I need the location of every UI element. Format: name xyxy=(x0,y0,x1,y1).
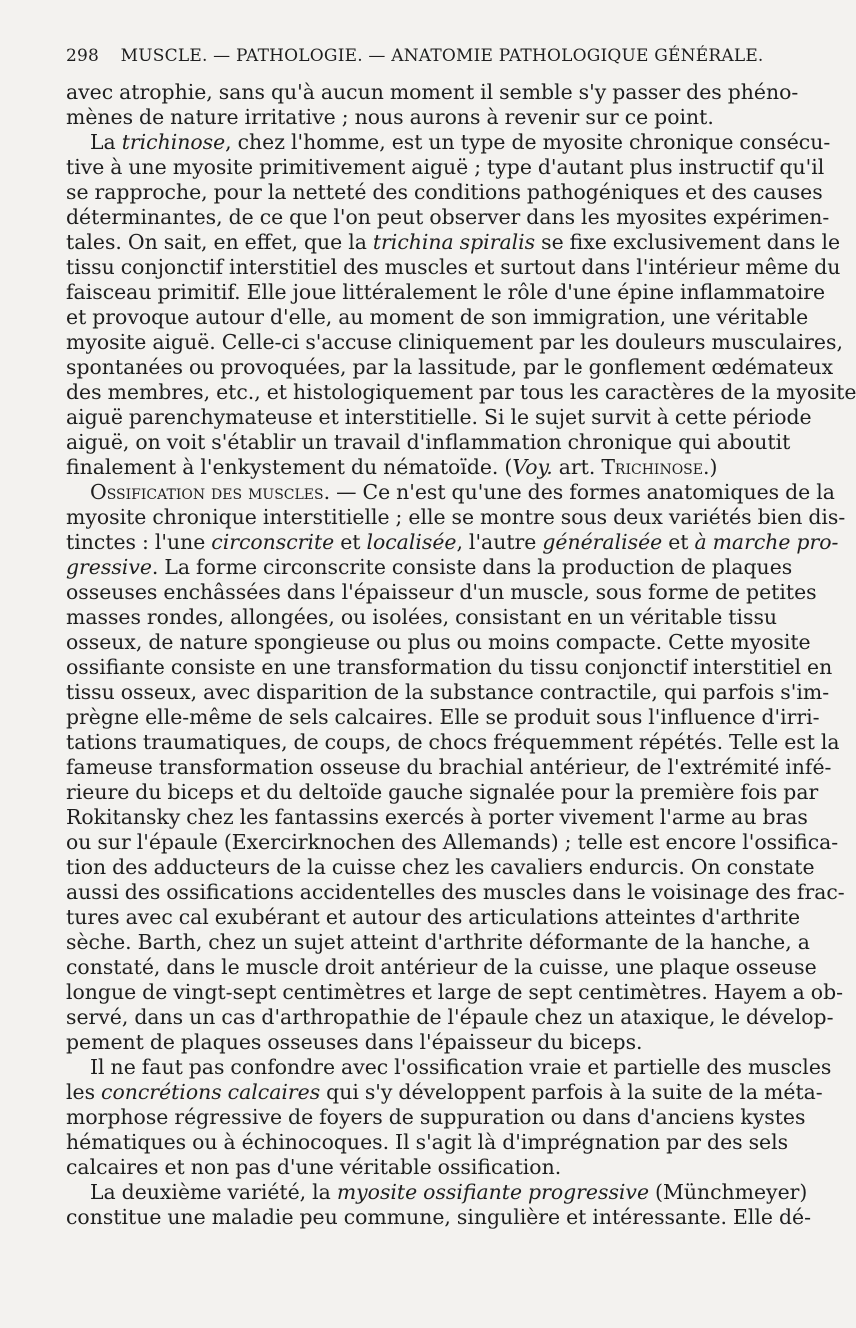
text-line: constitue une maladie peu commune, singulière et intéressante. Elle dé- xyxy=(66,1205,811,1229)
text-line: et provoque autour d'elle, au moment de son immigration, une véritable xyxy=(66,305,809,329)
text-line: servé, dans un cas d'arthropathie de l'épaule chez un ataxique, le dévelop- xyxy=(66,1005,834,1029)
text-line: fameuse transformation osseuse du brachial antérieur, de l'extrémité infé- xyxy=(66,755,832,779)
text-line: les concrétions calcaires qui s'y développent parfois à la suite de la méta- xyxy=(66,1080,823,1104)
text-line: se rapproche, pour la netteté des conditions pathogéniques et des causes xyxy=(66,180,823,204)
text-line: tales. On sait, en effet, que la trichina spiralis se fixe exclusivement dans le xyxy=(66,230,841,254)
text-line: mènes de nature irritative ; nous aurons à revenir sur ce point. xyxy=(66,105,714,129)
text-line: aussi des ossifications accidentelles des muscles dans le voisinage des frac- xyxy=(66,880,845,904)
text-line: pement de plaques osseuses dans l'épaisseur du biceps. xyxy=(66,1030,643,1054)
text-line: osseux, de nature spongieuse ou plus ou moins compacte. Cette myosite xyxy=(66,630,811,654)
text-line: tion des adducteurs de la cuisse chez les cavaliers endurcis. On constate xyxy=(66,855,815,879)
text-line: gressive. La forme circonscrite consiste dans la production de plaques xyxy=(66,555,793,579)
text-line: rieure du biceps et du deltoïde gauche signalée pour la première fois par xyxy=(66,780,819,804)
text-line: spontanées ou provoquées, par la lassitude, par le gonflement œdémateux xyxy=(66,355,834,379)
text-line: tive à une myosite primitivement aiguë ; type d'autant plus instructif qu'il xyxy=(66,155,825,179)
text-line: ou sur l'épaule (Exercirknochen des Allemands) ; telle est encore l'ossifica- xyxy=(66,830,839,854)
text-line: avec atrophie, sans qu'à aucun moment il semble s'y passer des phéno- xyxy=(66,80,799,104)
text-line: osseuses enchâssées dans l'épaisseur d'un muscle, sous forme de petites xyxy=(66,580,817,604)
text-line: finalement à l'enkystement du nématoïde. (Voy. art. Trichinose.) xyxy=(66,455,718,479)
text-line: hématiques ou à échinocoques. Il s'agit là d'imprégnation par des sels xyxy=(66,1130,789,1154)
text-line: prègne elle-même de sels calcaires. Elle se produit sous l'influence d'irri- xyxy=(66,705,820,729)
text-line: Il ne faut pas confondre avec l'ossification vraie et partielle des muscles xyxy=(90,1055,832,1079)
text-line: déterminantes, de ce que l'on peut observer dans les myosites expérimen- xyxy=(66,205,830,229)
text-line: morphose régressive de foyers de suppuration ou dans d'anciens kystes xyxy=(66,1105,806,1129)
page-number: 298 xyxy=(66,46,100,66)
running-title: MUSCLE. — PATHOLOGIE. — ANATOMIE PATHOLOGIQUE GÉNÉRALE. xyxy=(120,46,764,66)
text-line: ossifiante consiste en une transformation du tissu conjonctif interstitiel en xyxy=(66,655,833,679)
running-header xyxy=(66,46,766,66)
text-line: longue de vingt-sept centimètres et large de sept centimètres. Hayem a ob- xyxy=(66,980,844,1004)
text-line: tinctes : l'une circonscrite et localisée, l'autre généralisée et à marche pro- xyxy=(66,530,839,554)
text-line: tissu osseux, avec disparition de la substance contractile, qui parfois s'im- xyxy=(66,680,830,704)
text-line: tissu conjonctif interstitiel des muscles et surtout dans l'intérieur même du xyxy=(66,255,841,279)
text-line: La deuxième variété, la myosite ossifiante progressive (Münchmeyer) xyxy=(90,1180,808,1204)
text-line: La trichinose, chez l'homme, est un type de myosite chronique consécu- xyxy=(90,130,831,154)
text-line: myosite aiguë. Celle-ci s'accuse cliniquement par les douleurs musculaires, xyxy=(66,330,843,354)
text-line: sèche. Barth, chez un sujet atteint d'arthrite déformante de la hanche, a xyxy=(66,930,810,954)
text-line: constaté, dans le muscle droit antérieur de la cuisse, une plaque osseuse xyxy=(66,955,817,979)
section-heading-line: Ossification des muscles. — Ce n'est qu'une des formes anatomiques de la xyxy=(90,480,835,504)
text-line: des membres, etc., et histologiquement par tous les caractères de la myosite xyxy=(66,380,856,404)
text-line: aiguë, on voit s'établir un travail d'inflammation chronique qui aboutit xyxy=(66,430,791,454)
text-line: aiguë parenchymateuse et interstitielle. Si le sujet survit à cette période xyxy=(66,405,812,429)
text-line: faisceau primitif. Elle joue littéralement le rôle d'une épine inflammatoire xyxy=(66,280,826,304)
text-line: tures avec cal exubérant et autour des articulations atteintes d'arthrite xyxy=(66,905,801,929)
text-line: myosite chronique interstitielle ; elle se montre sous deux variétés bien dis- xyxy=(66,505,846,529)
text-line: Rokitansky chez les fantassins exercés à porter vivement l'arme au bras xyxy=(66,805,808,829)
text-line: calcaires et non pas d'une véritable ossification. xyxy=(66,1155,562,1179)
text-line: tations traumatiques, de coups, de chocs fréquemment répétés. Telle est la xyxy=(66,730,840,754)
body-text xyxy=(66,80,856,1230)
text-line: masses rondes, allongées, ou isolées, consistant en un véritable tissu xyxy=(66,605,778,629)
